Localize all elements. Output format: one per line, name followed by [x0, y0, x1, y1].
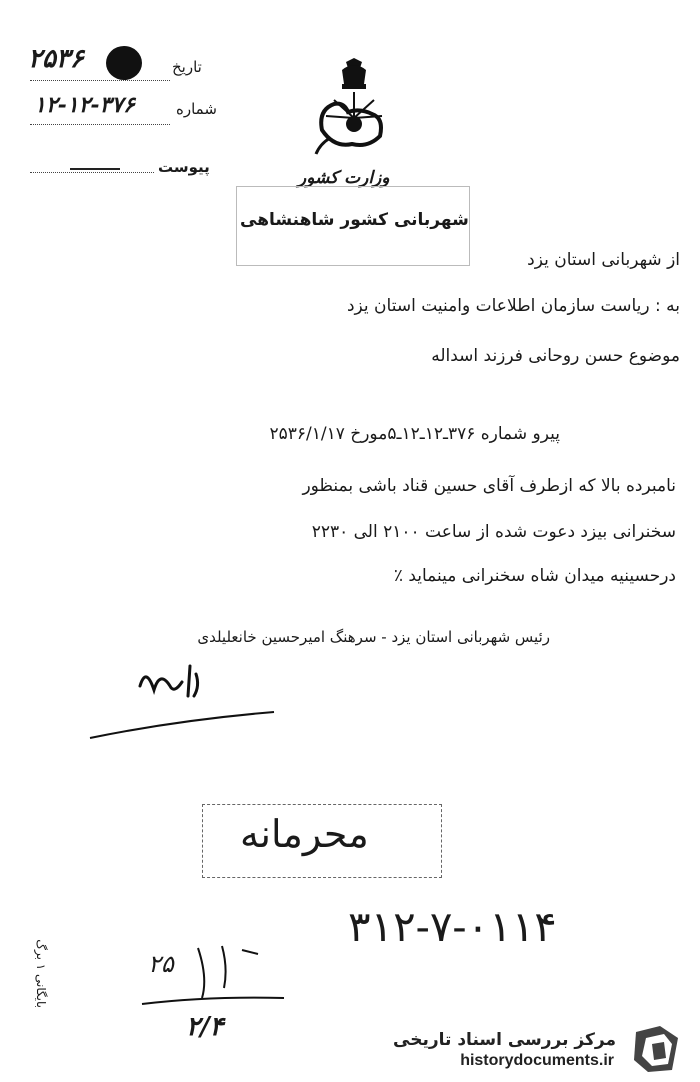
hand-scribble: [138, 938, 288, 1018]
redaction-blot: [106, 46, 142, 80]
letter-to: به : ریاست سازمان اطلاعات وامنیت استان یزد: [346, 296, 680, 316]
number-value: ۱۲-۱۲-۳۷۶: [34, 92, 135, 118]
letter-body-line: درحسینیه میدان شاه سخنرانی مینماید ٪: [393, 566, 676, 586]
hand-note: ۲۵: [148, 950, 174, 978]
letter-subject: موضوع حسن روحانی فرزند اسداله: [431, 346, 680, 366]
watermark-url: historydocuments.ir: [460, 1052, 614, 1069]
watermark-name: مرکز بررسی اسناد تاریخی: [393, 1030, 616, 1050]
archive-number: ۳۱۲-۷-۰۱۱۴: [348, 902, 557, 951]
office-name: شهربانی کشور شاهنشاهی: [240, 210, 469, 230]
letter-from: از شهربانی استان یزد: [527, 250, 680, 270]
signature-underline: [88, 708, 278, 748]
side-margin-text: بایگانی ۱ برگ: [34, 939, 48, 1008]
signature-icon: [130, 656, 210, 706]
letter-body-line: نامبرده بالا که ازطرف آقای حسین قناد باشی بمنظور: [302, 476, 676, 496]
letter-reference: پیرو شماره ۳۷۶ـ۱۲ـ۱۲ـ۵مورخ ۲۵۳۶/۱/۱۷: [269, 424, 560, 444]
ministry-name: وزارت کشور: [298, 168, 390, 188]
hand-date: ۲/۴: [186, 1012, 224, 1042]
attachment-dash: [70, 168, 120, 170]
watermark-logo-icon: [630, 1024, 684, 1074]
attachment-label: پیوست: [158, 158, 210, 176]
date-label: تاریخ: [172, 58, 202, 76]
number-label: شماره: [176, 100, 217, 118]
emblem-icon: [308, 58, 398, 168]
date-value: ۲۵۳۶: [28, 44, 84, 74]
letter-body-line: سخنرانی بیزد دعوت شده از ساعت ۲۱۰۰ الی ۲۲۳۰: [311, 522, 676, 542]
signatory: رئیس شهربانی استان یزد - سرهنگ امیرحسین خانعلیلدی: [197, 628, 550, 646]
confidential-stamp: محرمانه: [240, 812, 369, 856]
